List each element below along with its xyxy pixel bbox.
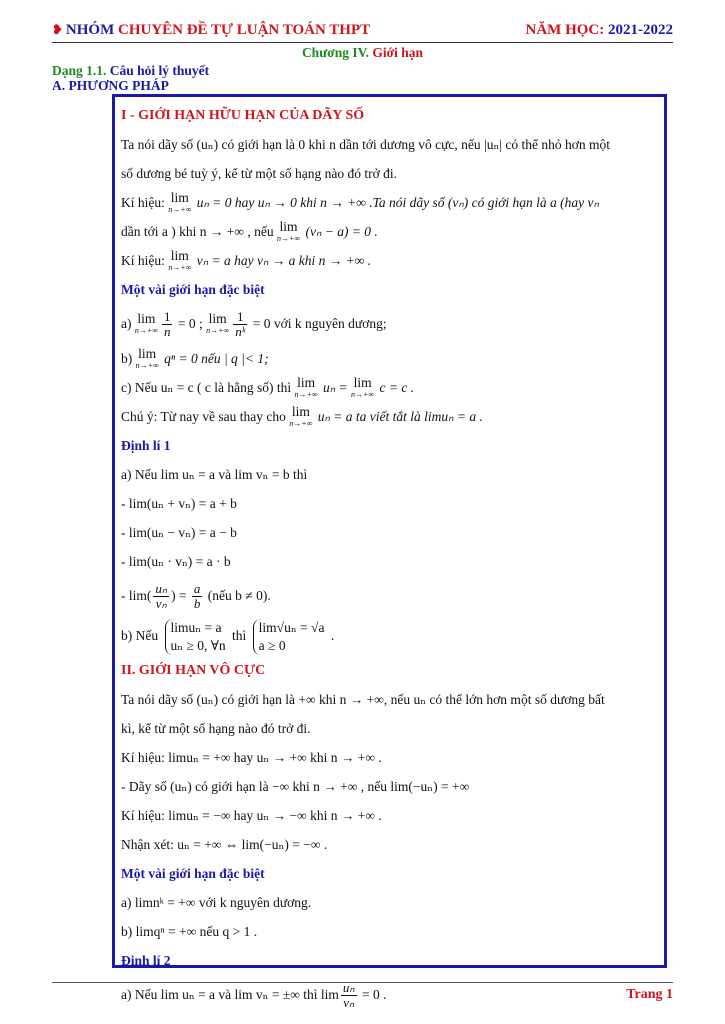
notation-line: Kí hiệu: lim n→+∞ vₙ = a hay vₙ → a khi n → +∞ . (121, 247, 372, 272)
theorem-line: - lim(uₙ + vₙ) = a + b (121, 496, 237, 511)
section-2-title: II. GIỚI HẠN VÔ CỰC (121, 663, 266, 678)
special-limits-title: Một vài giới hạn đặc biệt (121, 866, 265, 881)
theorem-line: a) Nếu lim uₙ = a và lim vₙ = b thì (121, 467, 308, 482)
limit-operator: lim n→+∞ (351, 374, 375, 399)
limit-operator: lim n→+∞ (206, 310, 230, 335)
special-limit-line: b) limqⁿ = +∞ nếu q > 1 . (121, 924, 258, 939)
section-1-title: I - GIỚI HẠN HỮU HẠN CỦA DÃY SỐ (121, 108, 365, 123)
remark-line: Nhận xét: uₙ = +∞ ⇔ lim(−uₙ) = −∞ . (121, 837, 328, 852)
method-heading: A. PHƯƠNG PHÁP (52, 78, 169, 93)
logo-icon: ❥ (52, 22, 63, 37)
limit-operator: lim n→+∞ (276, 218, 301, 243)
fraction: $\frac{\text{uₙ}}{\text{vₙ}}$ (342, 980, 355, 1011)
limit-operator: lim n→+∞ (135, 345, 159, 370)
special-limit-c: c) Nếu uₙ = c ( c là hằng số) thì lim n→+∞ uₙ = lim n→+∞ c = c . (121, 374, 415, 399)
special-limit-a: a) lim n→+∞ $\frac{1}{n}$ = 0 ; lim n→+∞ $\frac{1}{\text{nᵏ}}$ = 0 với k nguyên dương; (121, 309, 387, 340)
special-limits-title: Một vài giới hạn đặc biệt (121, 282, 265, 297)
special-limit-b: b) lim n→+∞ qⁿ = 0 nếu | q |< 1; (121, 345, 269, 370)
paragraph-line: - Dãy số (uₙ) có giới hạn là −∞ khi n → +∞ , nếu lim(−uₙ) = +∞ (121, 779, 470, 794)
footer-divider (52, 982, 673, 983)
limit-operator: lim n→+∞ (289, 403, 313, 428)
school-year: NĂM HỌC: 2021-2022 (525, 22, 673, 38)
theorem-line: b) Nếu limuₙ = a uₙ ≥ 0, ∀n thì lim√uₙ = √a a ≥ 0 . (121, 619, 335, 653)
theorem-line: - lim( $\frac{\text{uₙ}}{\text{vₙ}}$ ) = $\frac{a}{b}$ (nếu b ≠ 0). (121, 581, 271, 612)
limit-operator: lim n→+∞ (294, 374, 318, 399)
paragraph-line: Ta nói dãy số (uₙ) có giới hạn là +∞ khi n → +∞, nếu uₙ có thể lớn hơn một số dương bất (121, 692, 605, 707)
special-limit-line: a) limnᵏ = +∞ với k nguyên dương. (121, 895, 312, 910)
paragraph-line: số dương bé tuỳ ý, kể từ một số hạng nào đó trở đi. (121, 166, 398, 181)
limit-operator: lim n→+∞ (168, 189, 192, 214)
fraction: $\frac{1}{\text{nᵏ}}$ (235, 309, 246, 340)
header-divider (52, 42, 673, 43)
theorem-line: - lim(uₙ · vₙ) = a · b (121, 554, 231, 569)
section-type: Dạng 1.1. Câu hỏi lý thuyết (52, 63, 210, 78)
notation-line: Kí hiệu: limuₙ = +∞ hay uₙ → +∞ khi n → +∞ . (121, 750, 382, 765)
fraction: $\frac{1}{n}$ (163, 309, 171, 340)
theorem-line: a) Nếu lim uₙ = a và lim vₙ = ±∞ thì lim $\frac{\text{uₙ}}{\text{vₙ}}$ = 0 . (121, 980, 387, 1011)
paragraph-line: Ta nói dãy số (uₙ) có giới hạn là 0 khi n dần tới dương vô cực, nếu |uₙ| có thể nhỏ hơn một (121, 137, 610, 152)
fraction: $\frac{a}{b}$ (193, 581, 201, 612)
limit-operator: lim n→+∞ (168, 247, 192, 272)
notation-line: Kí hiệu: limuₙ = −∞ hay uₙ → −∞ khi n → +∞ . (121, 808, 382, 823)
theorem-2-title: Định lí 2 (121, 953, 171, 968)
chapter-title: Chương IV. Giới hạn (301, 45, 424, 60)
notation-line: Kí hiệu: lim n→+∞ uₙ = 0 hay uₙ → 0 khi n → +∞ .Ta nói dãy số (vₙ) có giới hạn là a (hay vₙ (121, 189, 599, 214)
paragraph-line: kì, kể từ một số hạng nào đó trở đi. (121, 721, 311, 736)
page-header (52, 22, 673, 40)
theorem-1-title: Định lí 1 (121, 438, 171, 453)
paragraph-line: dần tới a ) khi n → +∞ , nếu lim n→+∞ (vₙ − a) = 0 . (121, 218, 378, 243)
theorem-line: - lim(uₙ − vₙ) = a − b (121, 525, 237, 540)
condition-system: limuₙ = a uₙ ≥ 0, ∀n (165, 619, 226, 655)
note-line: Chú ý: Từ nay về sau thay cho lim n→+∞ uₙ = a ta viết tắt là limuₙ = a . (121, 403, 483, 428)
fraction: $\frac{\text{uₙ}}{\text{vₙ}}$ (155, 581, 168, 612)
limit-operator: lim n→+∞ (134, 310, 158, 335)
group-title: ❥ NHÓM CHUYÊN ĐỀ TỰ LUẬN TOÁN THPT (52, 22, 371, 38)
condition-system: lim√uₙ = √a a ≥ 0 (253, 619, 325, 655)
page-number: Trang 1 (626, 987, 673, 1002)
